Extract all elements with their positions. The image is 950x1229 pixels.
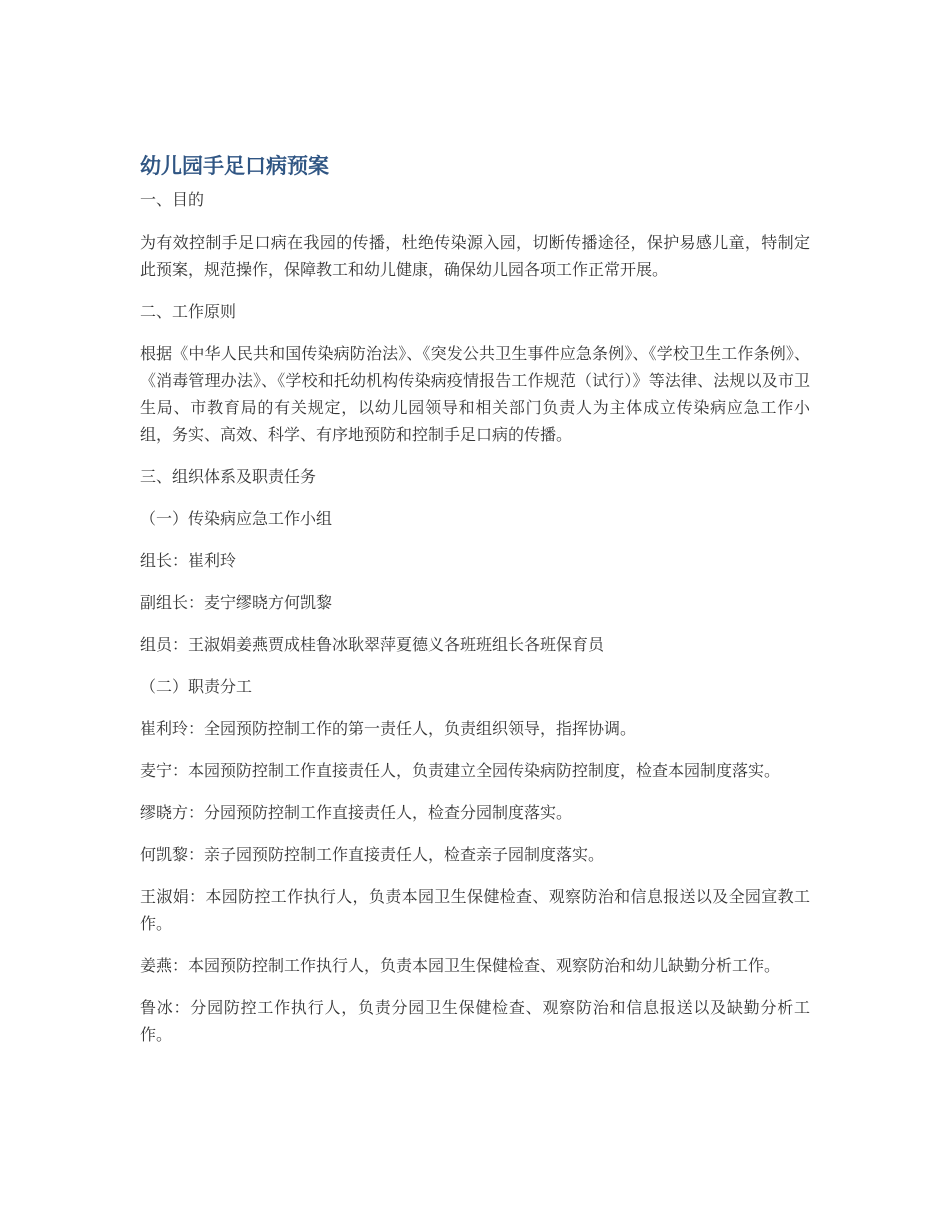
- section-heading-purpose: 一、目的: [140, 190, 205, 209]
- team-deputy-leaders: 副组长：麦宁缪晓方何凯黎: [140, 593, 333, 612]
- subsection-heading-team: （一）传染病应急工作小组: [140, 509, 333, 528]
- document-title: 幼儿园手足口病预案: [140, 154, 329, 178]
- duty-item: 缪晓方：分园预防控制工作直接责任人，检查分园制度落实。: [140, 803, 573, 822]
- duty-item: 何凯黎：亲子园预防控制工作直接责任人，检查亲子园制度落实。: [140, 845, 605, 864]
- duty-item: 王淑娟：本园防控工作执行人，负责本园卫生保健检查、观察防治和信息报送以及全园宣教工作。: [140, 887, 810, 933]
- team-leader: 组长：崔利玲: [140, 551, 237, 570]
- paragraph-principles: 根据《中华人民共和国传染病防治法》、《突发公共卫生事件应急条例》、《学校卫生工作条例》、《消毒管理办法》、《学校和托幼机构传染病疫情报告工作规范（试行）》等法律、法规以及市卫生局、市教育局的有关规定，以幼儿园领导和相关部门负责人为主体成立传染病应急工作小组，务实、高效、科学、有序地预防和控制手足口病的传播。: [140, 344, 810, 444]
- duty-item: 姜燕：本园预防控制工作执行人，负责本园卫生保健检查、观察防治和幼儿缺勤分析工作。: [140, 956, 781, 975]
- section-heading-organization: 三、组织体系及职责任务: [140, 467, 317, 486]
- document-page: [140, 152, 810, 1063]
- duty-item: 鲁冰：分园防控工作执行人，负责分园卫生保健检查、观察防治和信息报送以及缺勤分析工作。: [140, 998, 810, 1044]
- section-heading-principles: 二、工作原则: [140, 302, 237, 321]
- duty-item: 崔利玲：全园预防控制工作的第一责任人，负责组织领导，指挥协调。: [140, 719, 637, 738]
- paragraph-purpose: 为有效控制手足口病在我园的传播，杜绝传染源入园，切断传播途径，保护易感儿童，特制定此预案，规范操作，保障教工和幼儿健康，确保幼儿园各项工作正常开展。: [140, 233, 810, 279]
- duty-item: 麦宁：本园预防控制工作直接责任人，负责建立全园传染病防控制度，检查本园制度落实。: [140, 761, 781, 780]
- team-members: 组员：王淑娟姜燕贾成桂鲁冰耿翠萍夏德义各班班组长各班保育员: [140, 635, 605, 654]
- subsection-heading-duties: （二）职责分工: [140, 677, 253, 696]
